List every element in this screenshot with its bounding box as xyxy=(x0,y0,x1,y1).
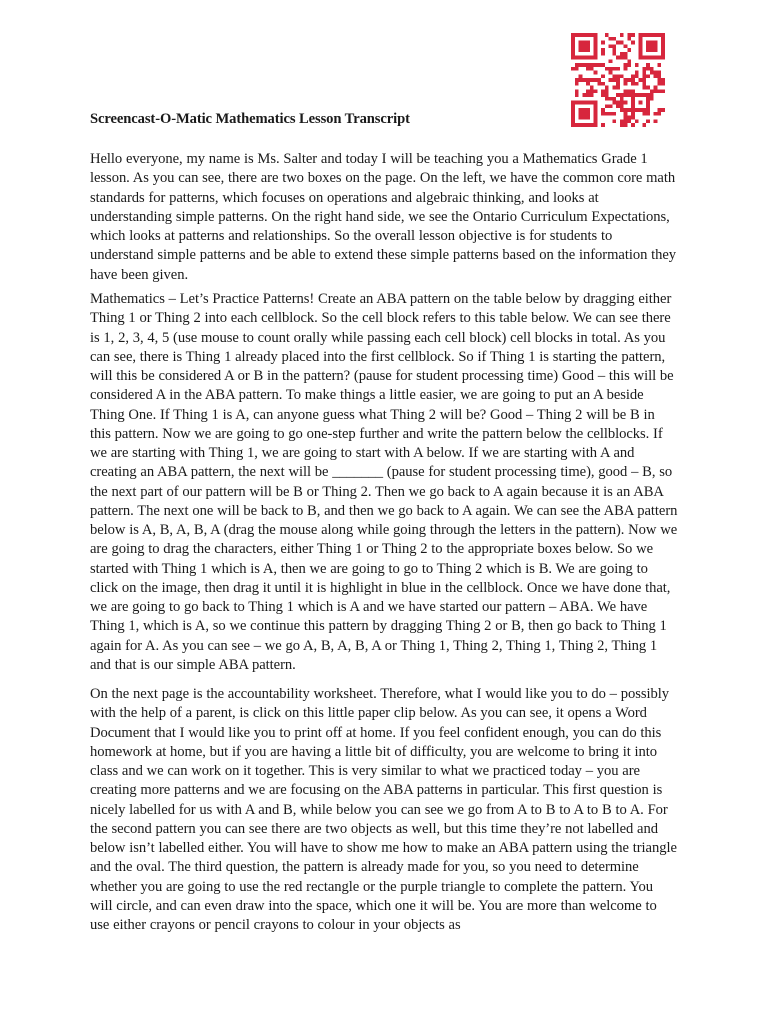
qr-code-icon xyxy=(571,33,665,127)
document-title: Screencast-O-Matic Mathematics Lesson Transcript xyxy=(90,111,410,127)
paragraph-worksheet: On the next page is the accountability worksheet. Therefore, what I would like you to do – possibly with the help of a parent, is click on this little paper clip below. As you can see, it opens a Word Document that I would like you to print off at home. If you feel confident enough, you can do this homework at home, but if you are having a little bit of difficulty, you are welcome to bring it into class and we can work on it together. This is very similar to what we practiced today – you are creating more patterns and we are focusing on the ABA patterns in particular. This first question is nicely labelled for us with A and B, while below you can see we go from A to B to A to B to A. For the second pattern you can see there are two objects as well, but this time they’re not labelled and below isn’t labelled either. You will have to show me how to make an ABA pattern using the triangle and the oval. The third question, the pattern is already made for you, so you need to determine whether you are going to use the red rectangle or the purple triangle to complete the pattern. You will circle, and can even draw into the space, which one it will be. You are more than welcome to use either crayons or pencil crayons to colour in your objects as xyxy=(90,686,677,933)
paragraph-introduction: Hello everyone, my name is Ms. Salter and today I will be teaching you a Mathematics Grade 1 lesson. As you can see, there are two boxes on the page. On the left, we have the common core math standards for patterns, which focuses on operations and algebraic thinking, and looks at understanding simple patterns. On the right hand side, we see the Ontario Curriculum Expectations, which looks at patterns and relationships. So the overall lesson objective is for students to understand simple patterns and be able to extend these simple patterns based on the information they have been given. xyxy=(90,151,677,283)
paragraph-pattern-practice: Mathematics – Let’s Practice Patterns! Create an ABA pattern on the table below by dragging either Thing 1 or Thing 2 into each cellblock. So the cell block refers to this table below. We can see there is 1, 2, 3, 4, 5 (use mouse to count orally while passing each cell block) cell blocks in total. As you can see, there is Thing 1 already placed into the first cellblock. So if Thing 1 is starting the pattern, will this be considered A or B in the pattern? (pause for student processing time) Good – this will be considered A in the ABA pattern. To make things a little easier, we are going to put an A beside Thing One. If Thing 1 is A, can anyone guess what Thing 2 will be? Good – Thing 2 will be B in this pattern. Now we are going to go one-step further and write the pattern below the cellblocks. If we are starting with Thing 1, we are going to start with A below. If we are starting with A and creating an ABA pattern, the next will be _______ (pause for student processing time), good – B, so the next part of our pattern will be B or Thing 2. Then we go back to A again because it is an ABA pattern. The next one will be back to B, and then we go back to A again. We can see the ABA pattern below is A, B, A, B, A (drag the mouse along while going through the letters in the pattern). Now we are going to drag the characters, either Thing 1 or Thing 2 to the appropriate boxes below. So we started with Thing 1 which is A, then we are going to go to Thing 2 which is B. We are going to click on the image, then drag it until it is highlight in blue in the cellblock. Once we have done that, we are going to go back to Thing 1 which is A and we have started our pattern – ABA. We have Thing 1, which is A, so we continue this pattern by dragging Thing 2 or B, then go back to Thing 1 again for A. As you can see – we go A, B, A, B, A or Thing 1, Thing 2, Thing 1, Thing 2, Thing 1 and that is our simple ABA pattern. xyxy=(90,291,678,673)
